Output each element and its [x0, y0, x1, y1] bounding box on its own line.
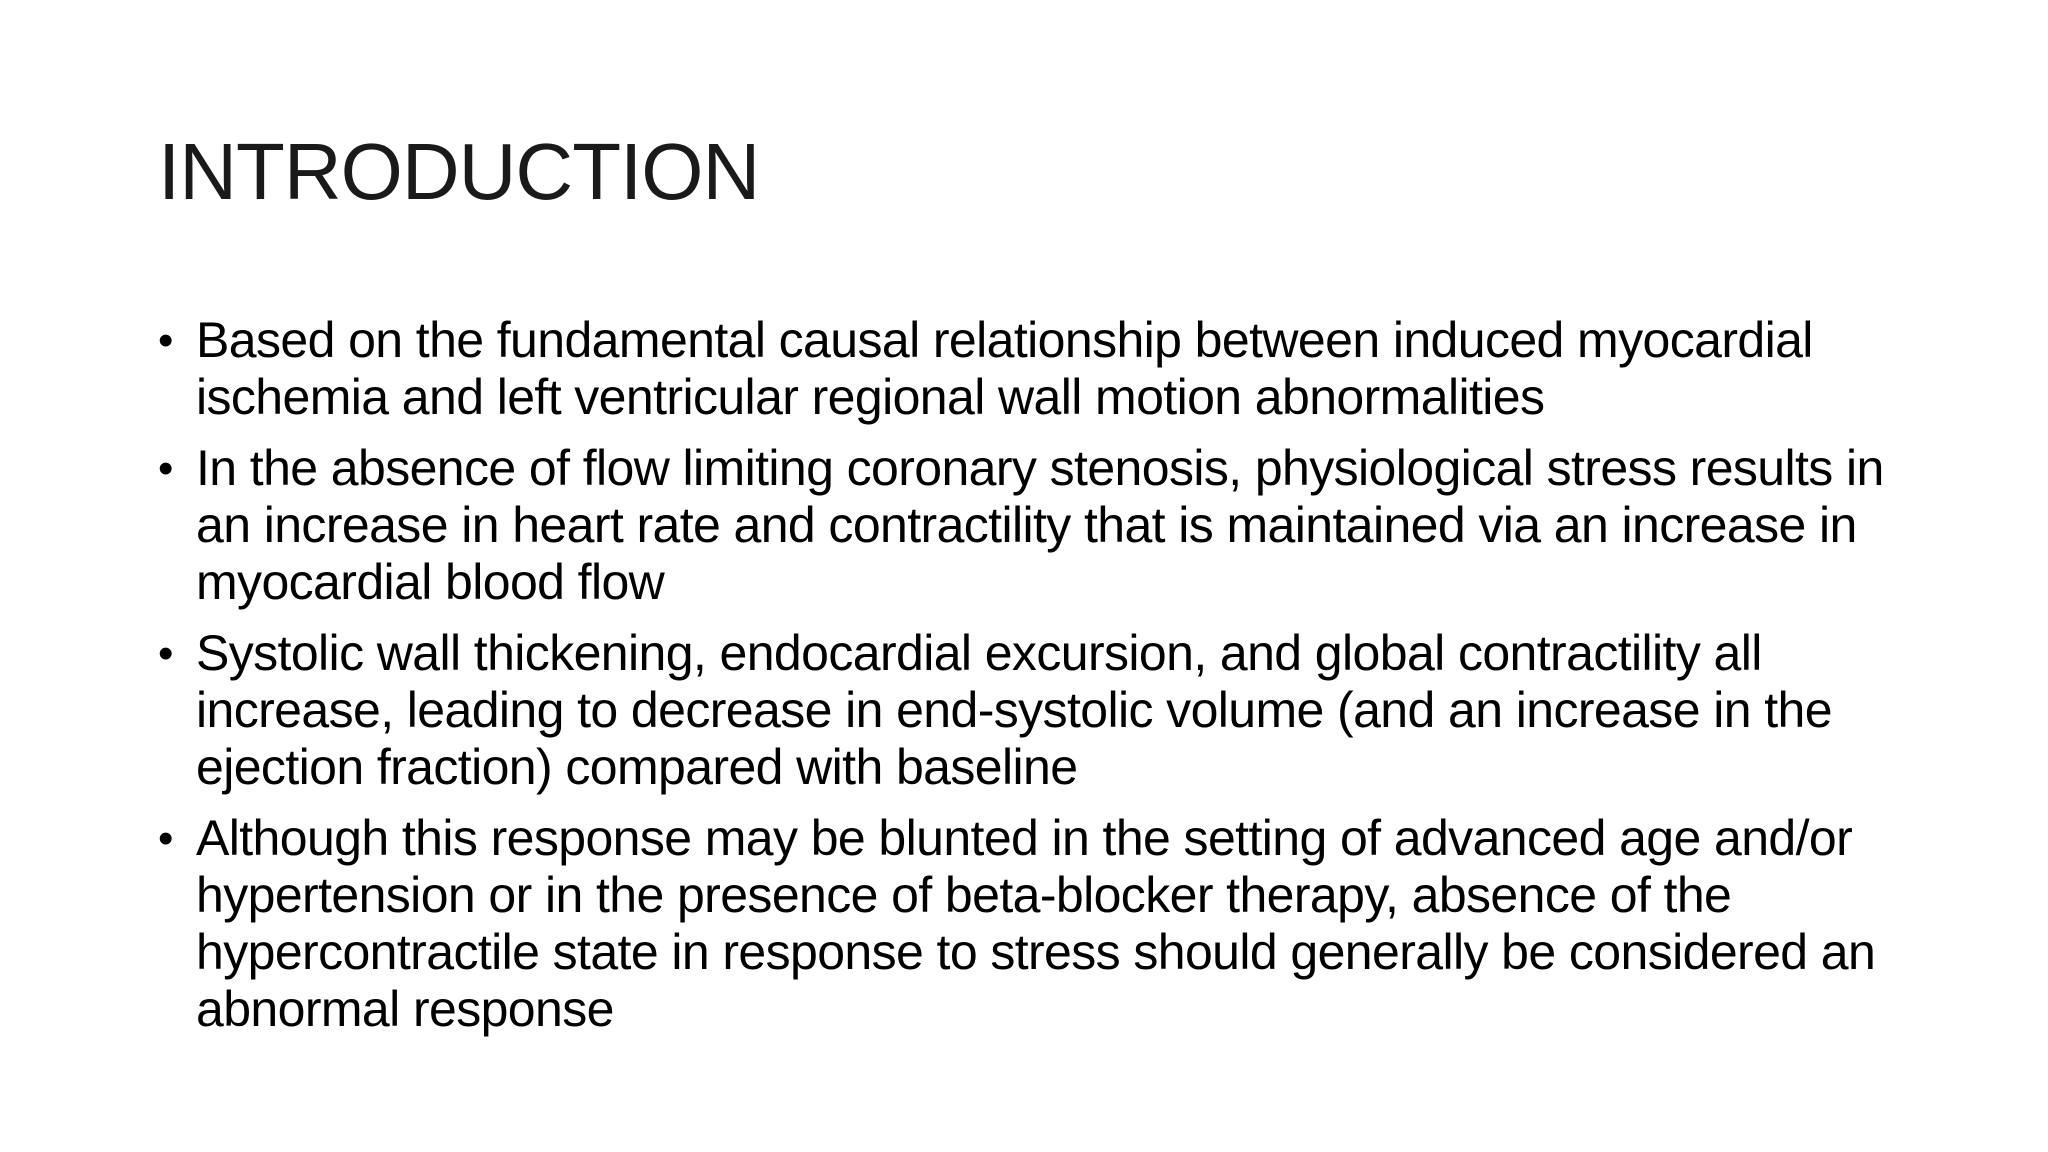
- slide-title: INTRODUCTION: [158, 127, 760, 216]
- bullet-list: [158, 312, 1898, 1052]
- bullet-dot-icon: •: [158, 814, 173, 863]
- bullet-text: Based on the fundamental causal relationship between induced myocardial ischemia and left ventricular regional wall motion abnormalities: [196, 312, 1813, 425]
- bullet-dot-icon: •: [158, 444, 173, 493]
- bullet-dot-icon: •: [158, 316, 173, 365]
- bullet-text: In the absence of flow limiting coronary stenosis, physiological stress results in an increase in heart rate and contractility that is maintained via an increase in myocardial blood flow: [196, 440, 1884, 610]
- bullet-text: Systolic wall thickening, endocardial excursion, and global contractility all increase, leading to decrease in end-systolic volume (and an increase in the ejection fraction) compared with baseline: [196, 625, 1832, 795]
- bullet-item: [158, 625, 1898, 796]
- bullet-item: [158, 312, 1898, 426]
- bullet-text: Although this response may be blunted in the setting of advanced age and/or hypertension or in the presence of beta-blocker therapy, absence of the hypercontractile state in response to stress should generally be considered an abnormal response: [196, 810, 1876, 1037]
- bullet-item: [158, 440, 1898, 611]
- bullet-dot-icon: •: [158, 629, 173, 678]
- bullet-item: [158, 810, 1898, 1038]
